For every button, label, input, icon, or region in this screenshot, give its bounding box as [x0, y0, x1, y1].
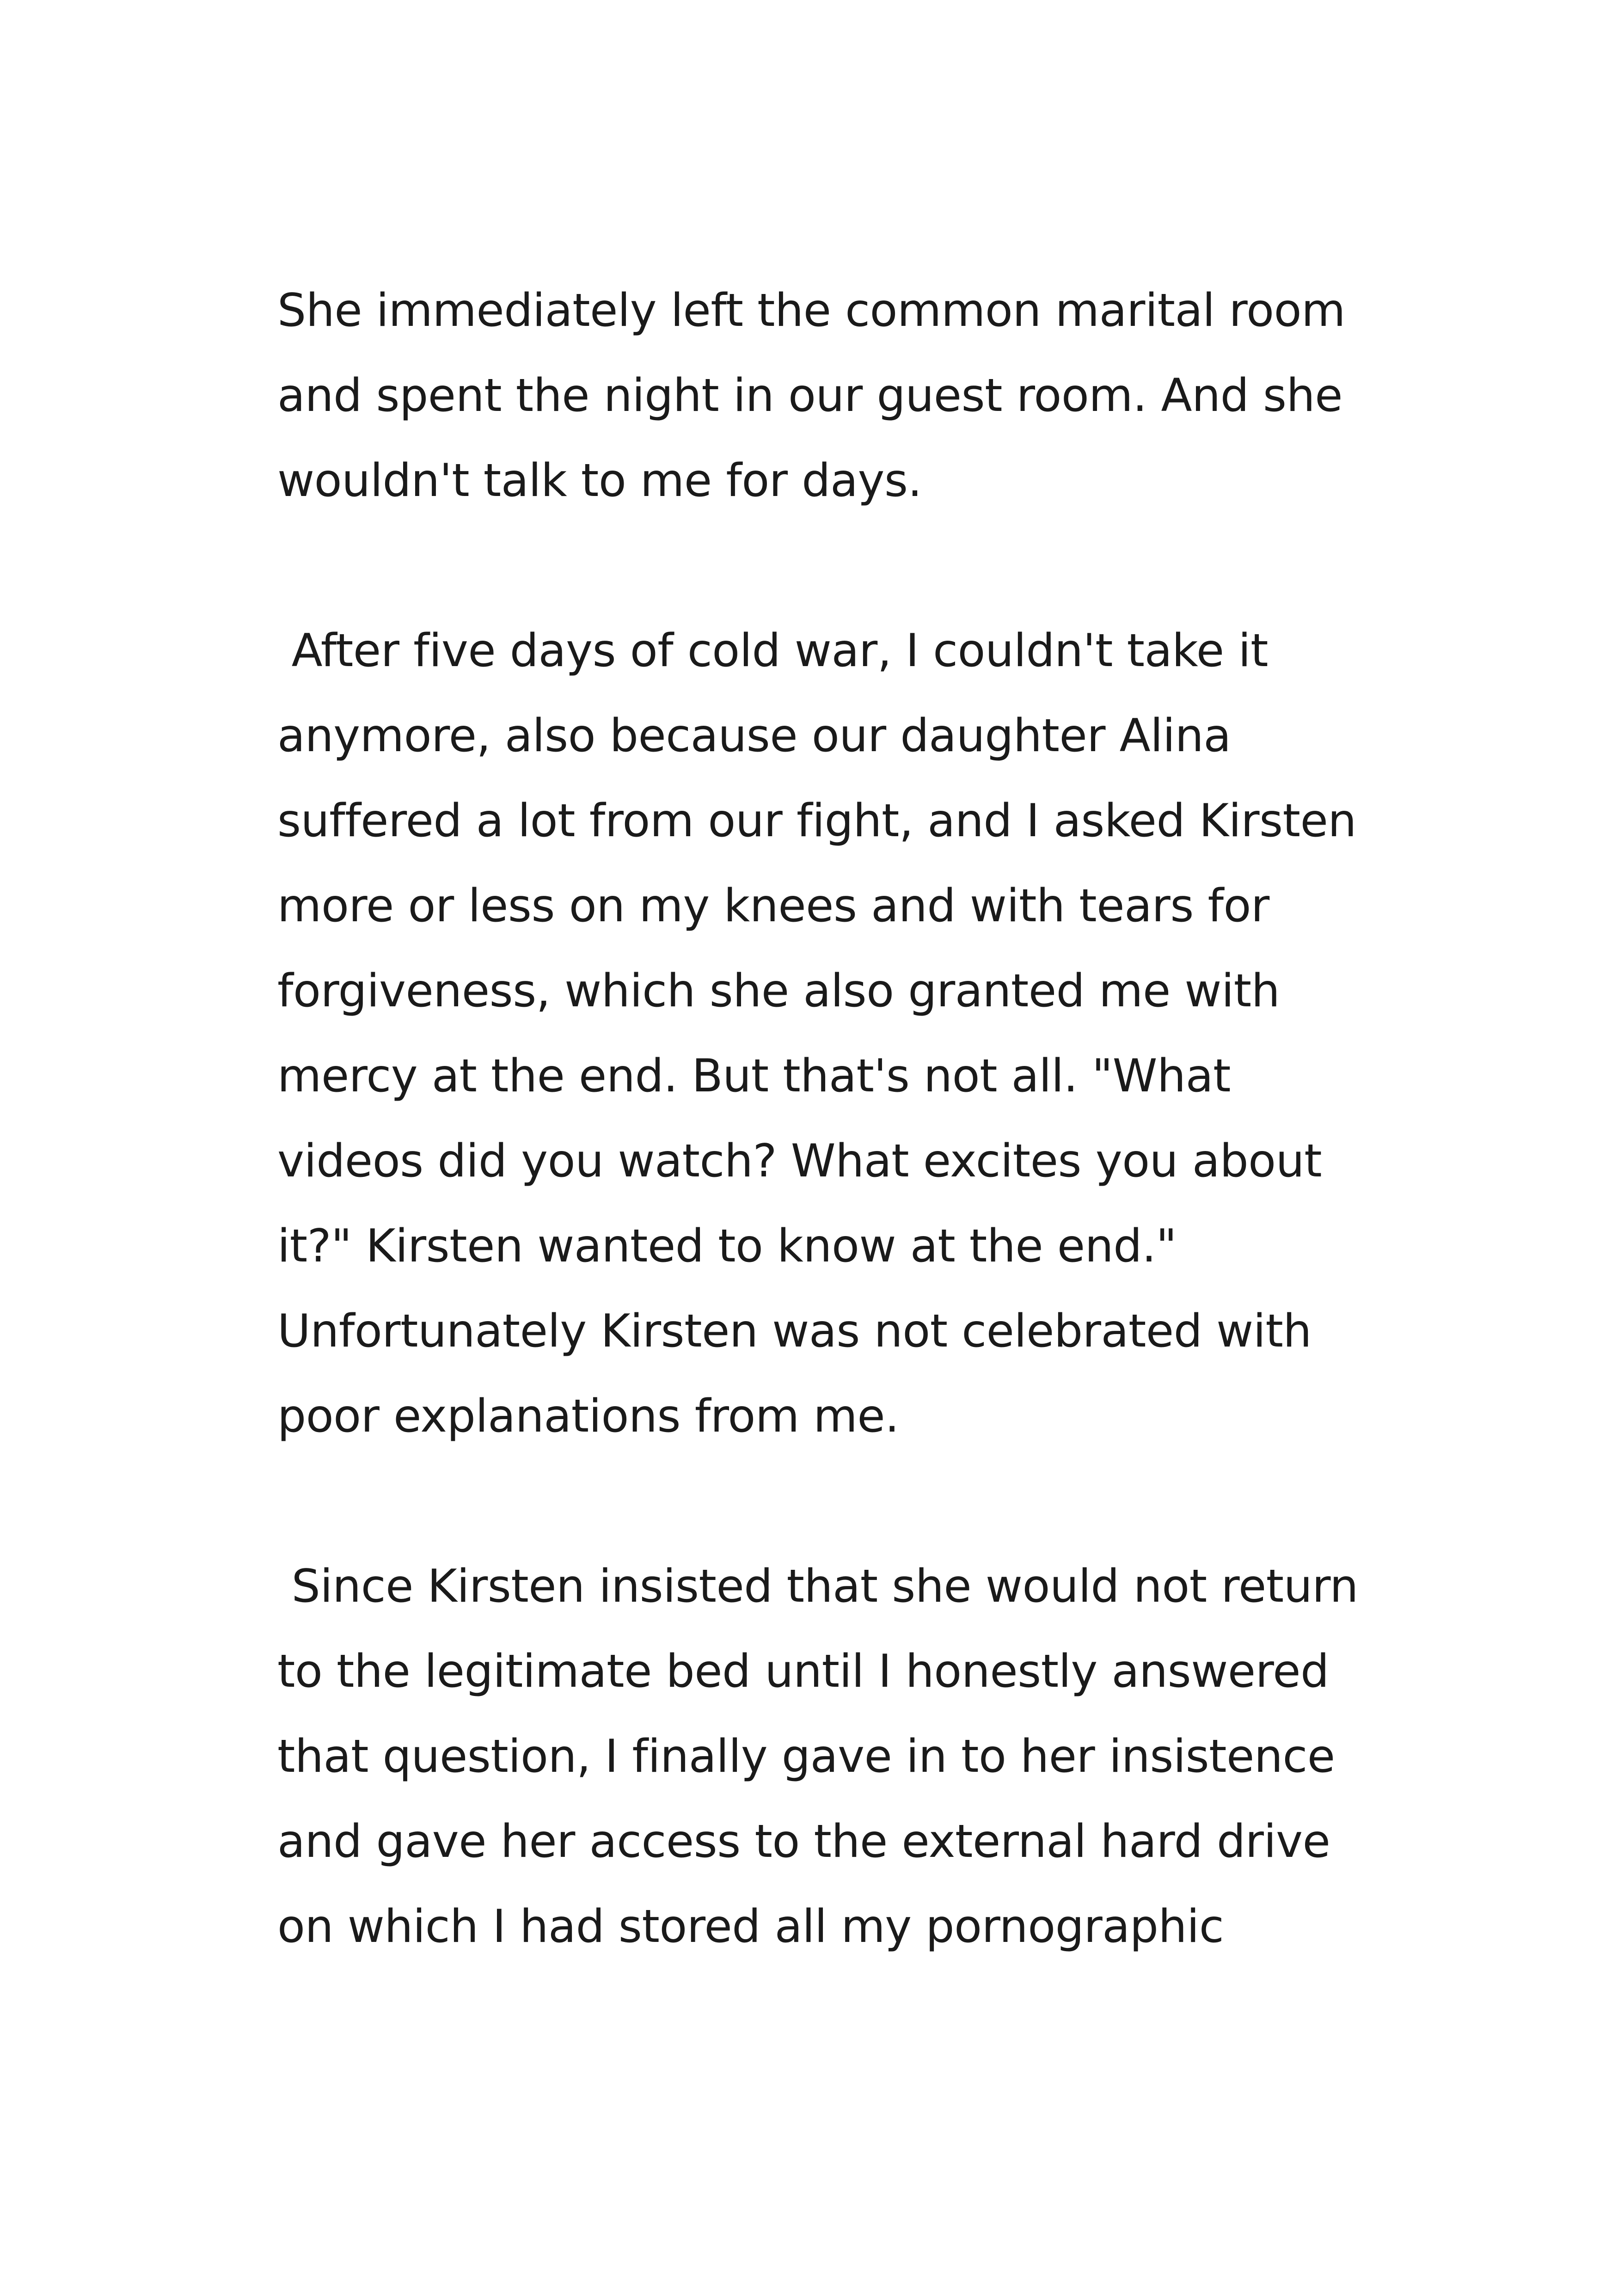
text-line: forgiveness, which she also granted me with	[277, 965, 1280, 1017]
text-line: wouldn't talk to me for days.	[277, 454, 922, 507]
paragraph-3	[277, 1544, 1396, 1969]
text-line: She immediately left the common marital room	[277, 284, 1346, 337]
text-line: mercy at the end. But that's not all. "What	[277, 1050, 1231, 1102]
text-line: on which I had stored all my pornographic	[277, 1900, 1224, 1953]
paragraph-spacer	[277, 1459, 1396, 1544]
text-line: anymore, also because our daughter Alina	[277, 710, 1231, 762]
text-line: Unfortunately Kirsten was not celebrated with	[277, 1305, 1312, 1358]
text-line: Since Kirsten insisted that she would not return	[277, 1560, 1358, 1613]
text-line: suffered a lot from our fight, and I asked Kirsten	[277, 795, 1356, 847]
text-line: and gave her access to the external hard drive	[277, 1815, 1330, 1868]
paragraph-2	[277, 608, 1396, 1459]
text-line: After five days of cold war, I couldn't take it	[277, 625, 1269, 677]
text-line: and spent the night in our guest room. And she	[277, 369, 1343, 422]
text-line: that question, I finally gave in to her insistence	[277, 1730, 1335, 1783]
text-line: videos did you watch? What excites you about	[277, 1135, 1322, 1188]
text-line: it?" Kirsten wanted to know at the end."	[277, 1220, 1177, 1273]
text-line: more or less on my knees and with tears for	[277, 880, 1269, 932]
text-line: poor explanations from me.	[277, 1390, 899, 1443]
paragraph-spacer	[277, 523, 1396, 608]
body-text	[277, 268, 1396, 1969]
paragraph-1	[277, 268, 1396, 523]
text-line: to the legitimate bed until I honestly answered	[277, 1645, 1329, 1698]
